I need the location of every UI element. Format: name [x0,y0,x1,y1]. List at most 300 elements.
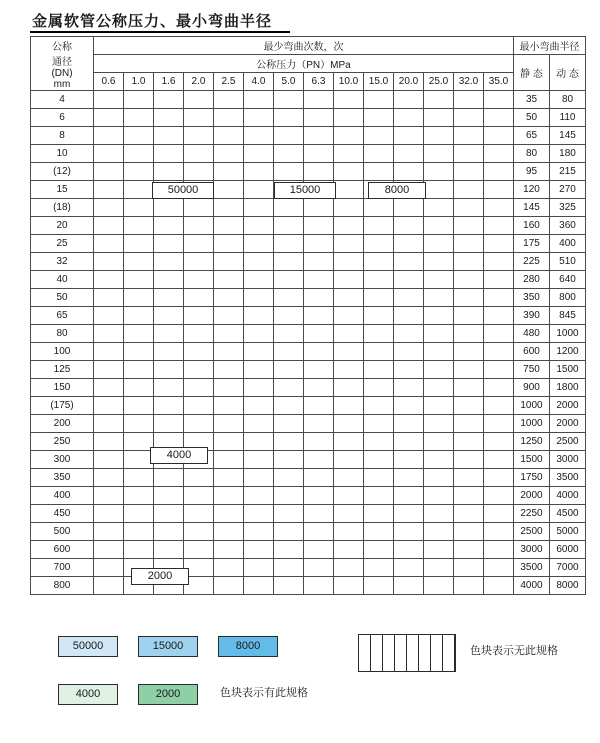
table-row [31,91,586,109]
spec-cell [154,145,184,163]
table-row [31,415,586,433]
spec-cell [424,253,454,271]
dynamic-radius-value: 145 [550,127,586,145]
spec-cell [244,325,274,343]
spec-cell [184,199,214,217]
spec-cell [484,289,514,307]
spec-cell [304,559,334,577]
static-radius-value: 1000 [514,397,550,415]
title-underline [30,31,290,33]
spec-cell [214,127,244,145]
dynamic-radius-value: 1200 [550,343,586,361]
legend-note-none: 色块表示无此规格 [470,645,558,657]
spec-cell [214,397,244,415]
spec-cell [124,127,154,145]
dynamic-radius-value: 510 [550,253,586,271]
dn-value: 65 [31,307,94,325]
spec-cell [454,307,484,325]
spec-cell [394,343,424,361]
dynamic-radius-value: 2500 [550,433,586,451]
dynamic-radius-value: 1000 [550,325,586,343]
spec-cell [454,433,484,451]
dn-header-line1: 公称 [52,41,72,53]
table-row [31,289,586,307]
static-radius-value: 160 [514,217,550,235]
spec-cell [454,271,484,289]
spec-cell [94,469,124,487]
pn-column-header: 1.6 [154,73,184,91]
spec-cell [184,379,214,397]
spec-cell [484,271,514,289]
spec-cell [154,235,184,253]
spec-cell [184,469,214,487]
spec-cell [184,217,214,235]
spec-cell [334,433,364,451]
static-radius-value: 1750 [514,469,550,487]
spec-cell [154,217,184,235]
spec-cell [304,289,334,307]
dn-value: 8 [31,127,94,145]
pn-column-header: 15.0 [364,73,394,91]
dn-value: (12) [31,163,94,181]
spec-cell [364,577,394,595]
spec-cell [304,307,334,325]
static-radius-value: 3000 [514,541,550,559]
head-row-3 [31,73,586,91]
spec-cell [244,577,274,595]
dn-value: 250 [31,433,94,451]
spec-cell [214,91,244,109]
spec-cell [424,451,454,469]
spec-cell [334,361,364,379]
spec-cell [424,199,454,217]
spec-cell [184,253,214,271]
spec-cell [334,559,364,577]
spec-cell [304,199,334,217]
dn-value: 300 [31,451,94,469]
spec-cell [124,343,154,361]
spec-cell [244,127,274,145]
dynamic-radius-value: 4500 [550,505,586,523]
band-value-label: 50000 [152,182,214,199]
dn-value: 6 [31,109,94,127]
spec-cell [394,469,424,487]
spec-cell [454,577,484,595]
dynamic-radius-value: 80 [550,91,586,109]
dynamic-radius-value: 215 [550,163,586,181]
spec-cell [454,361,484,379]
spec-cell [154,109,184,127]
spec-cell [304,109,334,127]
spec-cell [274,433,304,451]
dn-value: 15 [31,181,94,199]
spec-cell [424,469,454,487]
spec-cell [274,307,304,325]
table-head [31,37,586,91]
spec-cell [484,523,514,541]
spec-cell [214,145,244,163]
spec-cell [424,577,454,595]
spec-cell [334,163,364,181]
spec-cell [274,559,304,577]
spec-cell [94,415,124,433]
spec-cell [304,487,334,505]
spec-cell [334,109,364,127]
spec-cell [154,163,184,181]
spec-cell [274,415,304,433]
spec-cell [424,361,454,379]
spec-cell [424,379,454,397]
spec-cell [244,145,274,163]
spec-cell [244,253,274,271]
spec-cell [424,127,454,145]
spec-cell [244,523,274,541]
spec-cell [124,397,154,415]
dynamic-radius-value: 640 [550,271,586,289]
spec-cell [364,343,394,361]
spec-cell [454,217,484,235]
spec-cell [334,235,364,253]
spec-cell [364,523,394,541]
spec-cell [214,469,244,487]
spec-cell [334,217,364,235]
table-row [31,361,586,379]
spec-cell [154,415,184,433]
spec-cell [304,415,334,433]
spec-cell [304,397,334,415]
spec-cell [244,415,274,433]
spec-cell [124,433,154,451]
spec-cell [454,541,484,559]
table-row [31,505,586,523]
dynamic-radius-value: 6000 [550,541,586,559]
dynamic-radius-value: 400 [550,235,586,253]
pn-column-header: 4.0 [244,73,274,91]
spec-cell [154,127,184,145]
spec-cell [364,307,394,325]
spec-cell [454,109,484,127]
dn-value: 200 [31,415,94,433]
spec-cell [124,91,154,109]
spec-cell [124,253,154,271]
spec-cell [124,271,154,289]
dn-value: 20 [31,217,94,235]
spec-cell [154,91,184,109]
spec-cell [214,541,244,559]
spec-cell [364,91,394,109]
spec-cell [394,289,424,307]
spec-cell [214,109,244,127]
pn-column-header: 20.0 [394,73,424,91]
legend-swatch-15000: 15000 [138,636,198,657]
spec-cell [214,235,244,253]
spec-cell [424,343,454,361]
spec-cell [484,91,514,109]
spec-cell [364,505,394,523]
spec-cell [154,361,184,379]
dn-value: 700 [31,559,94,577]
spec-cell [454,163,484,181]
spec-cell [124,523,154,541]
spec-cell [334,523,364,541]
spec-cell [154,325,184,343]
spec-cell [214,433,244,451]
dn-value: 150 [31,379,94,397]
spec-cell [364,433,394,451]
static-radius-value: 35 [514,91,550,109]
legend-note-has: 色块表示有此规格 [220,687,308,699]
dynamic-radius-value: 110 [550,109,586,127]
spec-cell [154,379,184,397]
spec-cell [304,469,334,487]
spec-cell [244,505,274,523]
spec-cell [304,217,334,235]
spec-cell [364,253,394,271]
page-title: 金属软管公称压力、最小弯曲半径 [32,12,273,30]
table-row [31,253,586,271]
spec-cell [304,505,334,523]
spec-cell [304,91,334,109]
spec-cell [274,127,304,145]
table-row [31,433,586,451]
spec-cell [394,505,424,523]
spec-cell [304,271,334,289]
static-radius-value: 80 [514,145,550,163]
spec-cell [394,487,424,505]
spec-cell [274,91,304,109]
spec-cell [304,343,334,361]
spec-cell [244,91,274,109]
spec-cell [484,343,514,361]
dynamic-radius-value: 2000 [550,397,586,415]
spec-cell [124,325,154,343]
spec-cell [184,127,214,145]
static-radius-value: 145 [514,199,550,217]
spec-cell [214,181,244,199]
spec-table [30,36,586,595]
dn-value: (18) [31,199,94,217]
spec-cell [454,379,484,397]
table-row [31,379,586,397]
spec-cell [334,181,364,199]
static-radius-value: 2500 [514,523,550,541]
spec-cell [154,253,184,271]
spec-cell [394,559,424,577]
spec-cell [94,289,124,307]
table-row [31,163,586,181]
spec-cell [244,433,274,451]
spec-cell [214,343,244,361]
spec-cell [484,127,514,145]
spec-cell [274,541,304,559]
spec-cell [334,91,364,109]
spec-cell [304,253,334,271]
spec-cell [94,145,124,163]
static-radius-value: 750 [514,361,550,379]
spec-cell [454,487,484,505]
pn-column-header: 2.5 [214,73,244,91]
spec-cell [124,415,154,433]
spec-cell [154,541,184,559]
spec-cell [364,379,394,397]
spec-cell [334,199,364,217]
spec-cell [94,271,124,289]
dn-value: 10 [31,145,94,163]
spec-cell [94,217,124,235]
spec-cell [484,541,514,559]
table-row [31,559,586,577]
spec-cell [454,127,484,145]
spec-cell [334,145,364,163]
spec-cell [244,559,274,577]
spec-cell [214,307,244,325]
spec-cell [244,379,274,397]
spec-cell [94,181,124,199]
spec-cell [214,523,244,541]
spec-cell [484,469,514,487]
spec-cell [424,541,454,559]
spec-cell [244,541,274,559]
spec-cell [394,325,424,343]
spec-cell [424,487,454,505]
spec-cell [154,289,184,307]
spec-cell [244,307,274,325]
legend-swatch-2000: 2000 [138,684,198,705]
spec-cell [484,577,514,595]
spec-cell [394,235,424,253]
dn-value: 800 [31,577,94,595]
spec-cell [94,541,124,559]
spec-cell [304,433,334,451]
spec-cell [484,253,514,271]
spec-cell [454,397,484,415]
spec-cell [274,379,304,397]
spec-cell [304,523,334,541]
spec-cell [124,487,154,505]
spec-cell [244,235,274,253]
spec-cell [94,163,124,181]
dynamic-radius-value: 5000 [550,523,586,541]
spec-cell [124,217,154,235]
spec-cell [304,325,334,343]
spec-cell [394,379,424,397]
dn-header-line4: mm [53,78,71,90]
table-row [31,109,586,127]
table-row [31,325,586,343]
spec-cell [454,181,484,199]
dn-value: 40 [31,271,94,289]
dynamic-radius-value: 1800 [550,379,586,397]
static-radius-value: 175 [514,235,550,253]
spec-cell [94,199,124,217]
static-radius-value: 95 [514,163,550,181]
legend-swatch-8000: 8000 [218,636,278,657]
spec-cell [484,325,514,343]
static-radius-value: 1250 [514,433,550,451]
static-radius-value: 280 [514,271,550,289]
spec-cell [184,343,214,361]
legend-row-1 [30,636,570,664]
spec-cell [184,91,214,109]
spec-cell [94,397,124,415]
spec-cell [454,91,484,109]
spec-cell [304,451,334,469]
spec-cell [214,325,244,343]
table-row [31,199,586,217]
table-row [31,577,586,595]
spec-cell [304,127,334,145]
spec-cell [184,487,214,505]
table-row [31,145,586,163]
head-row-2 [31,55,586,73]
spec-cell [484,307,514,325]
spec-cell [244,289,274,307]
spec-cell [154,307,184,325]
static-radius-value: 65 [514,127,550,145]
spec-cell [454,145,484,163]
spec-cell [454,451,484,469]
spec-cell [394,541,424,559]
spec-cell [394,451,424,469]
dynamic-radius-value: 3000 [550,451,586,469]
spec-cell [394,307,424,325]
spec-cell [424,217,454,235]
spec-cell [214,253,244,271]
spec-cell [484,451,514,469]
spec-cell [244,271,274,289]
spec-cell [124,181,154,199]
dn-value: 50 [31,289,94,307]
spec-cell [124,235,154,253]
table-row [31,469,586,487]
spec-cell [484,361,514,379]
dynamic-radius-value: 800 [550,289,586,307]
bend-count-header: 最少弯曲次数，次 [94,37,514,55]
spec-cell [244,487,274,505]
spec-cell [334,307,364,325]
dn-value: 450 [31,505,94,523]
dn-value: (175) [31,397,94,415]
spec-cell [334,469,364,487]
spec-cell [394,361,424,379]
static-header: 静 态 [514,55,550,91]
spec-cell [364,235,394,253]
spec-cell [184,307,214,325]
spec-cell [304,235,334,253]
spec-cell [274,451,304,469]
spec-cell [454,253,484,271]
band-value-label: 4000 [150,447,208,464]
spec-cell [334,325,364,343]
spec-cell [124,541,154,559]
spec-cell [124,145,154,163]
spec-cell [124,505,154,523]
spec-cell [214,271,244,289]
spec-cell [334,505,364,523]
spec-cell [394,145,424,163]
spec-cell [154,343,184,361]
spec-cell [424,181,454,199]
static-radius-value: 120 [514,181,550,199]
spec-cell [124,163,154,181]
dynamic-radius-value: 270 [550,181,586,199]
spec-cell [454,199,484,217]
spec-cell [154,487,184,505]
spec-cell [244,451,274,469]
spec-cell [274,325,304,343]
spec-cell [484,163,514,181]
band-value-label: 8000 [368,182,426,199]
